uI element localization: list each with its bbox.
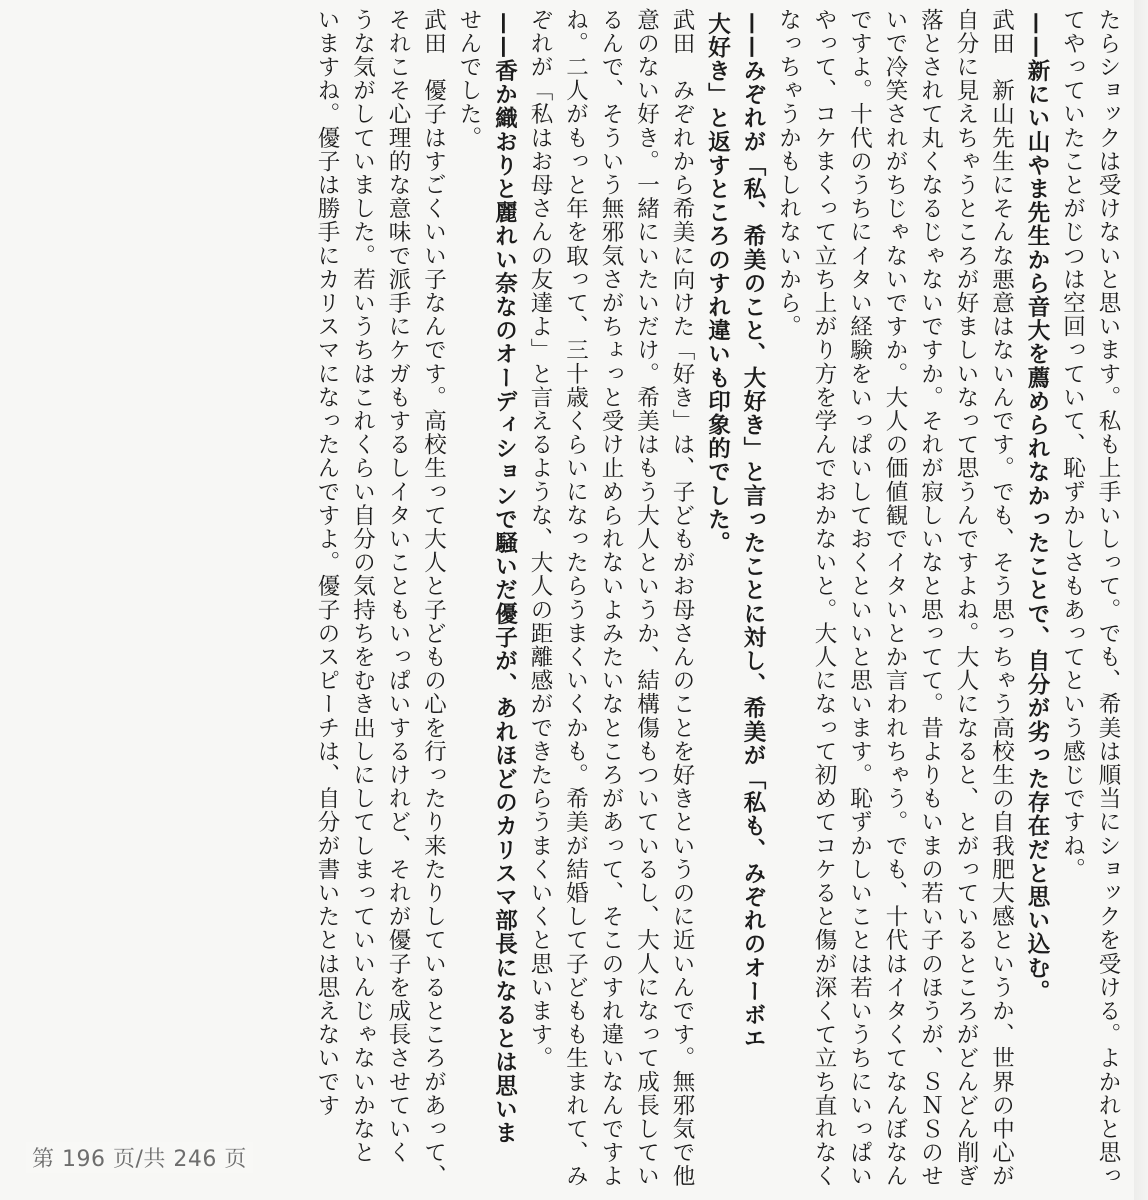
speaker-answer: 武田 優子はすごくいい子なんです。高校生って大人と子どもの心を行ったり来たりしているところがあって、 — [420, 8, 447, 1188]
text-line: うな気がしていました。若いうちはこれくらい自分の気持ちをむき出しにしてしまっていいんじゃないかなと — [349, 8, 376, 1165]
text-line: たらショックは受けないと思います。私も上手いしって。でも、希美は順当にショックを受ける。よかれと思っ — [1095, 8, 1121, 1188]
text-line: 意のない好き。一緒にいたいだけ。希美はもう大人というか、結構傷もついているし、大人になって成長してい — [633, 8, 660, 1188]
text-line: ね。二人がもっと年を取って、三十歳くらいになったらうまくいくかも。希美が結婚して子どもも生まれて、み — [562, 8, 589, 1188]
page-edge — [1134, 0, 1148, 1200]
text-line: るんで、そういう無邪気さがちょっと受け止められないよみたいなところがあって、そこのすれ違いなんですよ — [598, 8, 624, 1188]
vertical-text-body — [140, 8, 1125, 1188]
text-line: いで冷笑されがちじゃないですか。大人の価値観でイタいとか言われちゃう。でも、十代はイタくてなんぼなん — [882, 8, 908, 1188]
text-line: 自分に見えちゃうところが好ましいなって思うんですよね。大人になると、とがっているところがどんどん削ぎ — [953, 8, 979, 1188]
text-line: いますね。優子は勝手にカリスマになったんですよ。優子のスピーチは、自分が書いたとは思えないです — [314, 8, 340, 1118]
speaker-answer: 武田 みぞれから希美に向けた「好き」は、子どもがお母さんのことを好きというのに近いんです。無邪気で他 — [669, 8, 695, 1188]
text-line: ですよ。十代のうちにイタい経験をいっぱいしておくといいと思います。恥ずかしいことは若いうちにいっぱい — [846, 8, 873, 1188]
page-indicator: 第 196 页/共 246 页 — [26, 1142, 253, 1173]
text-line: なっちゃうかもしれないから。 — [775, 8, 802, 339]
interview-question: ——新にい山やま先生から音大を薦められなかったことで、自分が劣った存在だと思い込む。 — [1024, 12, 1050, 1004]
text-line: せんでした。 — [456, 8, 482, 150]
text-line: 落とされて丸くなるじゃないですか。それが寂しいなと思ってて。昔よりもいまの若い子のほうが、ＳＮＳのせ — [917, 8, 944, 1188]
text-line: ぞれが「私はお母さんの友達よ」と言えるような、大人の距離感ができたらうまくいくと思います。 — [527, 8, 553, 1070]
interview-question: 大好き」と返すところのすれ違いも印象的でした。 — [704, 12, 731, 555]
text-line: やって、コケまくって立ち上がり方を学んでおかないと。大人になって初めてコケると傷が深くて立ち直れなく — [811, 8, 837, 1188]
interview-question: ——みぞれが「私、希美のこと、大好き」と言ったことに対し、希美が「私も、みぞれのオーボエ — [740, 12, 766, 1051]
text-line: それこそ心理的な意味で派手にケガもするしイタいこともいっぱいするけれど、それが優子を成長させていく — [385, 8, 411, 1165]
interview-question: ——香か織おりと麗れい奈なのオーディションで騒いだ優子が、あれほどのカリスマ部長になるとは思いま — [491, 12, 518, 1145]
text-line: てやっていたことがじつは空回っていて、恥ずかしさもあってという感じですね。 — [1059, 8, 1086, 882]
speaker-answer: 武田 新山先生にそんな悪意はないんです。でも、そう思っちゃう高校生の自我肥大感というか、世界の中心が — [988, 8, 1015, 1188]
